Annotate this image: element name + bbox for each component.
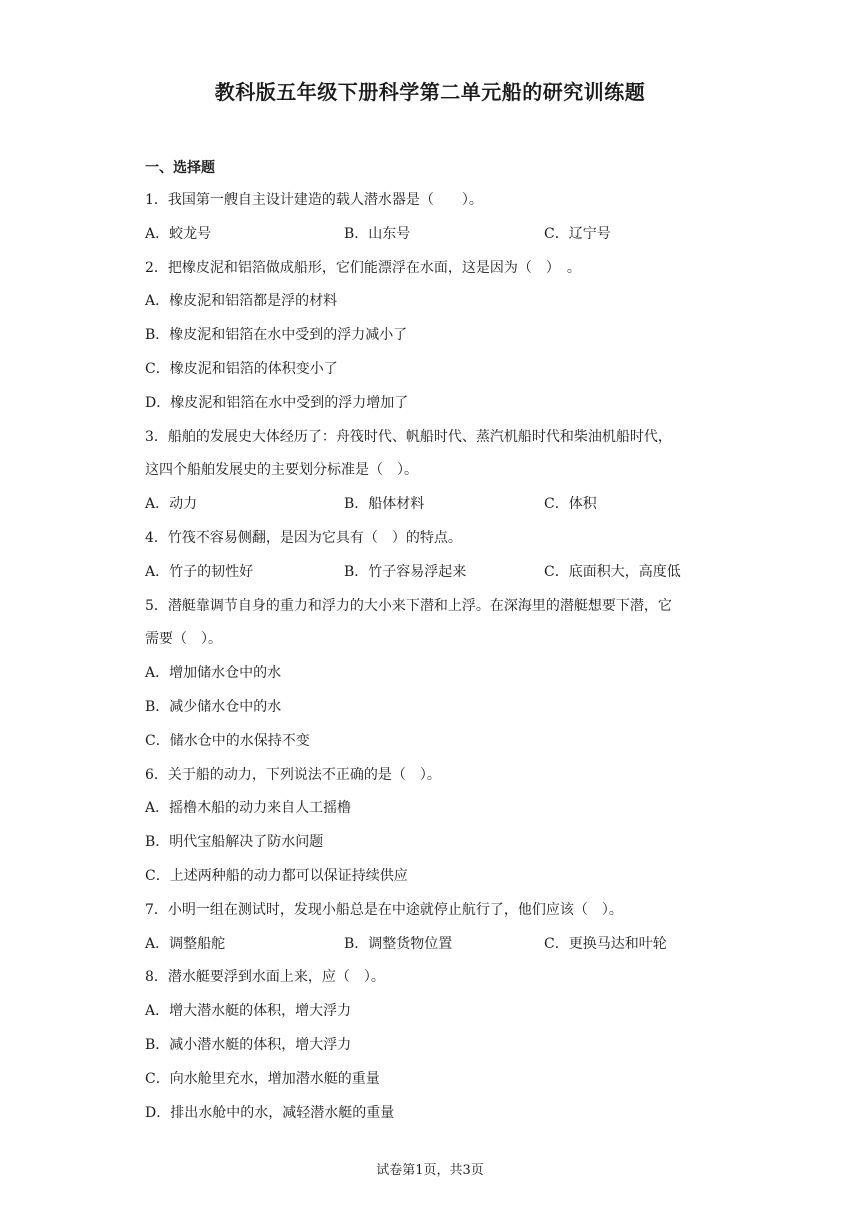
option-row [145,928,725,962]
question-line: B．减小潜水艇的体积，增大浮力 [145,1036,352,1053]
answer-option: C．更换马达和叶轮 [544,935,667,952]
question-line: D．排出水舱中的水，减轻潜水艇的重量 [145,1104,395,1121]
option-row [145,218,725,252]
option-row [145,488,725,522]
question-stem: 3．船舶的发展史大体经历了：舟筏时代、帆船时代、蒸汽机船时代和柴油机船时代， [145,428,672,445]
answer-option: C．辽宁号 [544,225,611,242]
question-line: 需要（ ）。 [145,631,222,648]
question-line: C．储水仓中的水保持不变 [145,732,310,749]
question-stem: 8．潜水艇要浮到水面上来，应（ ）。 [145,969,385,986]
question-line: A．摇橹木船的动力来自人工摇橹 [145,800,352,817]
question-line: D．橡皮泥和铝箔在水中受到的浮力增加了 [145,394,409,411]
answer-option: B．山东号 [344,225,411,242]
question-list [145,184,725,1130]
question-stem: 2．把橡皮泥和铝箔做成船形，它们能漂浮在水面，这是因为（ ） 。 [145,259,581,276]
question-line: A．橡皮泥和铝箔都是浮的材料 [145,293,338,310]
question-line: A．增大潜水艇的体积，增大浮力 [145,1003,352,1020]
section-heading: 一、选择题 [145,160,215,176]
question-line: B．橡皮泥和铝箔在水中受到的浮力减小了 [145,327,408,344]
question-stem: 1．我国第一艘自主设计建造的载人潜水器是（ ）。 [145,192,483,208]
question-stem: 7．小明一组在测试时，发现小船总是在中途就停止航行了，他们应该（ ）。 [145,901,623,918]
question-stem: 5．潜艇靠调节自身的重力和浮力的大小来下潜和上浮。在深海里的潜艇想要下潜，它 [145,597,672,614]
question-stem: 4．竹筏不容易侧翻，是因为它具有（ ）的特点。 [145,529,462,546]
question-line: B．减少储水仓中的水 [145,698,282,715]
answer-option: A．调整船舵 [145,935,226,952]
question-line: A．增加储水仓中的水 [145,665,282,682]
option-row [145,556,725,590]
document-title: 教科版五年级下册科学第二单元船的研究训练题 [214,80,646,104]
question-stem: 6．关于船的动力，下列说法不正确的是（ ）。 [145,766,441,783]
answer-option: A．动力 [145,496,198,513]
answer-option: A．蛟龙号 [145,225,212,242]
answer-option: C．底面积大，高度低 [544,563,681,580]
answer-option: A．竹子的韧性好 [145,563,254,580]
answer-option: B．船体材料 [344,496,425,513]
question-line: C．橡皮泥和铝箔的体积变小了 [145,360,338,377]
answer-option: C．体积 [544,496,597,513]
question-line: C．向水舱里充水，增加潜水艇的重量 [145,1070,380,1087]
answer-option: B．调整货物位置 [344,935,453,952]
question-line: B．明代宝船解决了防水问题 [145,834,324,851]
question-line: C．上述两种船的动力都可以保证持续供应 [145,867,408,884]
answer-option: B．竹子容易浮起来 [344,563,467,580]
page-footer: 试卷第1页，共3页 [376,1163,484,1178]
question-line: 这四个船舶发展史的主要划分标准是（ ）。 [145,462,418,479]
